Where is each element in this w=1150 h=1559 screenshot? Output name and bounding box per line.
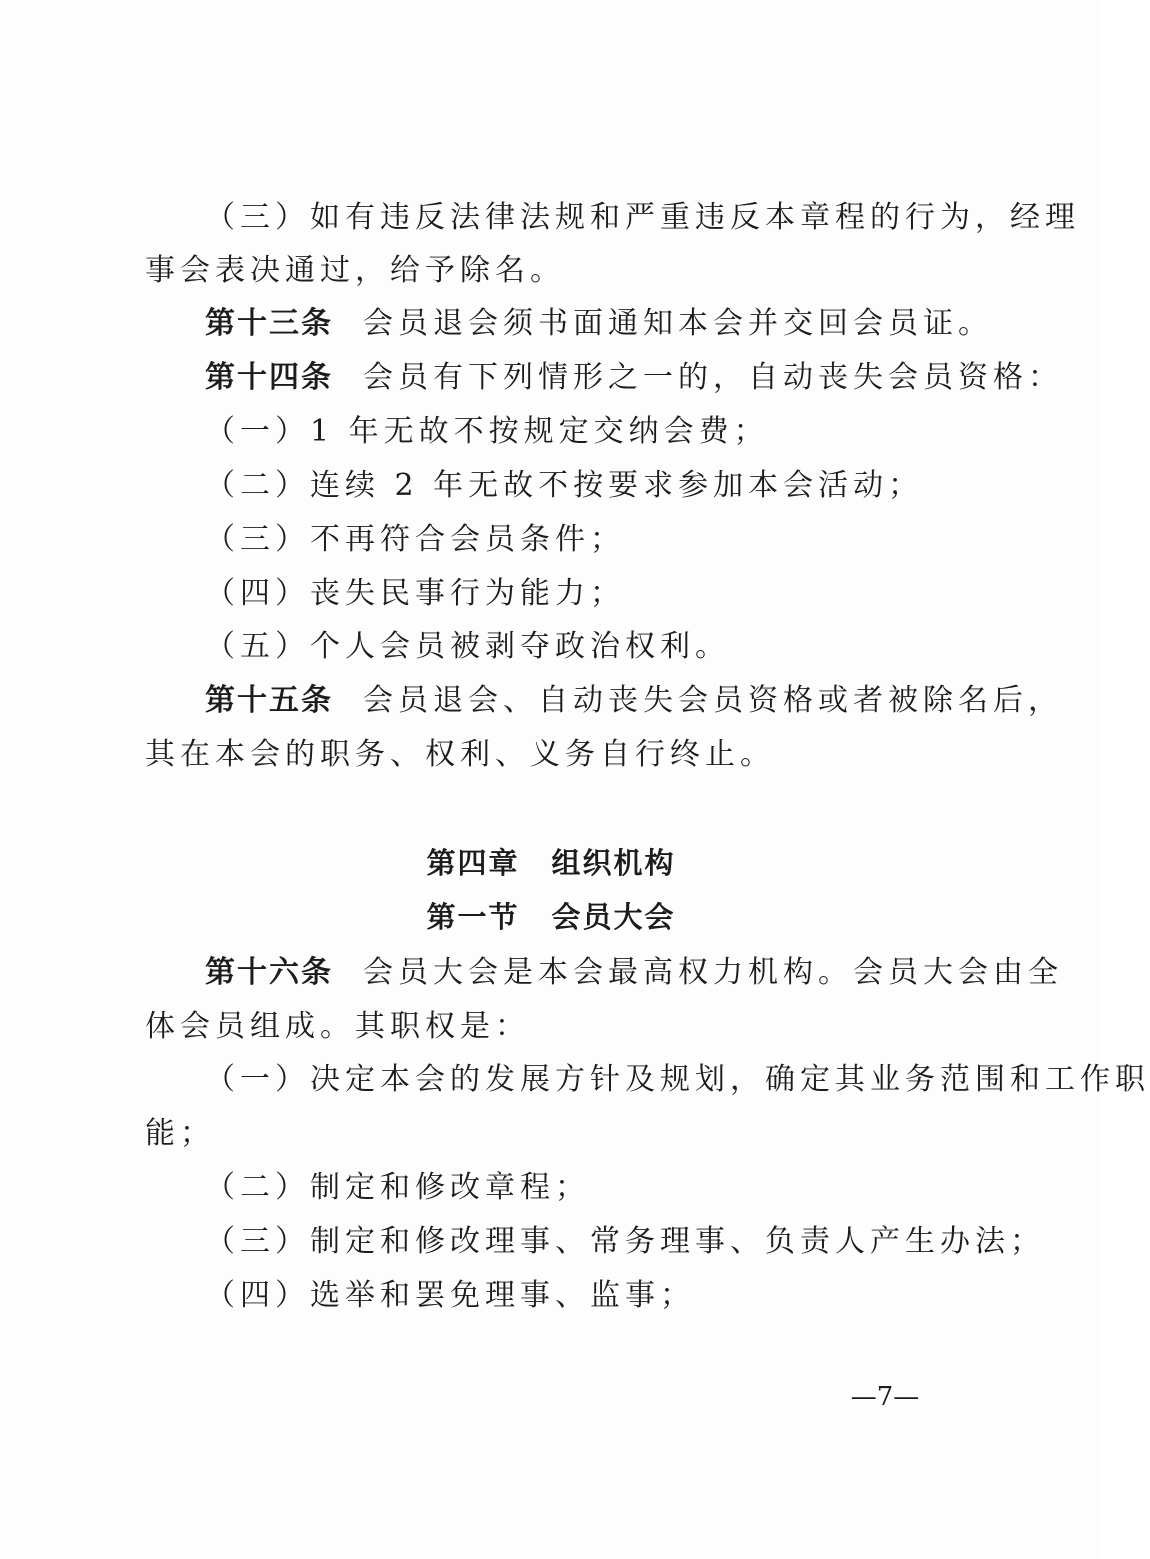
article15-text-line1: 会员退会、自动丧失会员资格或者被除名后， (363, 683, 1063, 718)
article16-item-4: （四）选举和罢免理事、监事； (205, 1278, 695, 1313)
section-title: 会员大会 (551, 900, 676, 934)
article14-label: 第十四条 (205, 360, 333, 395)
article16-paragraph (205, 953, 1063, 993)
article16-item1-line2: 能； (145, 1116, 215, 1151)
article14-item-5: （五）个人会员被剥夺政治权利。 (205, 629, 730, 664)
article14-paragraph (205, 358, 1063, 398)
article14-item-4: （四）丧失民事行为能力； (205, 576, 625, 611)
article16-item1-line1: （一）决定本会的发展方针及规划，确定其业务范围和工作职 (205, 1062, 1150, 1097)
article16-text-line1: 会员大会是本会最高权力机构。会员大会由全 (363, 955, 1063, 990)
article12-item3-line1: （三）如有违反法律法规和严重违反本章程的行为，经理 (205, 200, 1080, 235)
article14-item-3: （三）不再符合会员条件； (205, 522, 625, 557)
chapter-heading (0, 843, 1102, 883)
section-number: 第一节 (426, 900, 520, 934)
article14-item-1: （一）1 年无故不按规定交纳会费； (205, 414, 769, 449)
section-heading (0, 897, 1102, 937)
chapter-title: 组织机构 (551, 846, 676, 880)
article14-text: 会员有下列情形之一的，自动丧失会员资格： (363, 360, 1063, 395)
article13-text: 会员退会须书面通知本会并交回会员证。 (363, 306, 993, 341)
article14-item-2: （二）连续 2 年无故不按要求参加本会活动； (205, 468, 924, 503)
article15-paragraph (205, 681, 1063, 721)
article16-item-3: （三）制定和修改理事、常务理事、负责人产生办法； (205, 1224, 1045, 1259)
article16-item-2: （二）制定和修改章程； (205, 1170, 590, 1205)
page-number: —7— (850, 1382, 920, 1412)
article13-label: 第十三条 (205, 306, 333, 341)
chapter-number: 第四章 (426, 846, 520, 880)
article15-text-line2: 其在本会的职务、权利、义务自行终止。 (145, 737, 775, 772)
article12-item3-line2: 事会表决通过，给予除名。 (145, 253, 565, 288)
article16-label: 第十六条 (205, 955, 333, 990)
article15-label: 第十五条 (205, 683, 333, 718)
article16-text-line2: 体会员组成。其职权是： (145, 1009, 530, 1044)
article13-paragraph (205, 304, 993, 344)
